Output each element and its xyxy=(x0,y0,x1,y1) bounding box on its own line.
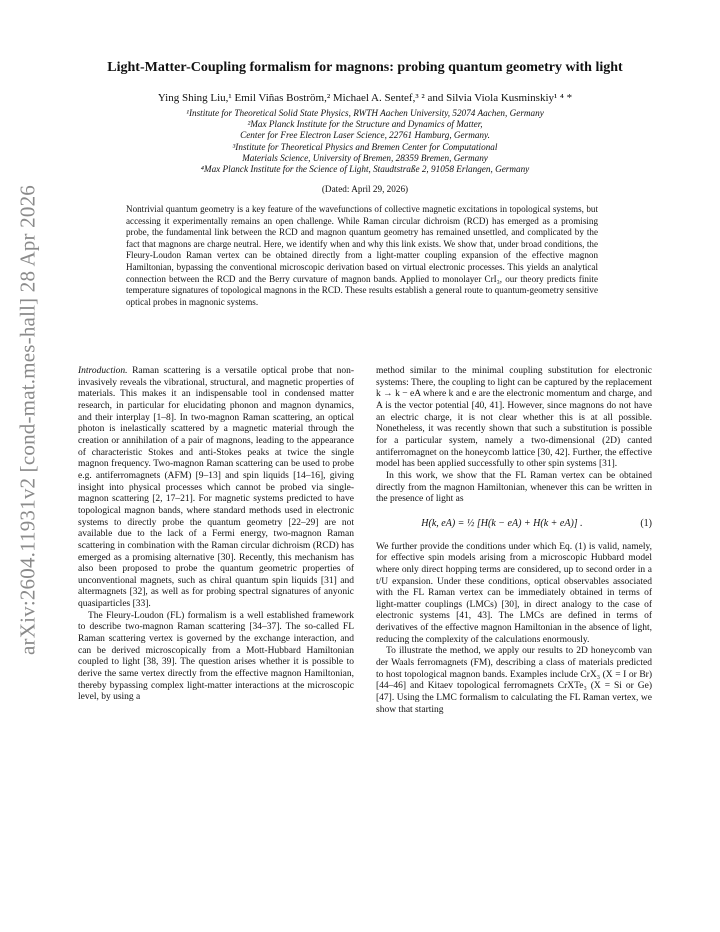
arxiv-stamp xyxy=(8,170,48,670)
intro-lead: Introduction. xyxy=(78,366,128,376)
equation-1 xyxy=(376,518,652,530)
paper-title: Light-Matter-Coupling formalism for magnons: probing quantum geometry with light xyxy=(107,60,623,75)
affiliation-line: ⁴Max Planck Institute for the Science of Light, Staudtstraße 2, 91058 Erlangen, Germany xyxy=(200,164,530,175)
affiliation-line: ²Max Planck Institute for the Structure and Dynamics of Matter, xyxy=(247,119,483,130)
affiliation-line: Center for Free Electron Laser Science, 22761 Hamburg, Germany. xyxy=(240,130,490,141)
conditions-paragraph: We further provide the conditions under which Eq. (1) is valid, namely, for effective spin models arising from a microscopic Hubbard model where only direct hopping terms are considered, up to second order in a t/U expansion. Under these conditions, optical observables associated with the FL Raman vertex can be immediately obtained in terms of light-matter couplings (LMCs) [30], in direct analogy to the case of electronic systems [41, 43]. The LMCs are defined in terms of derivatives of the effective magnon Hamiltonian in the absence of light, reducing the complexity of the calculations enormously. xyxy=(376,541,652,645)
right-column xyxy=(376,366,652,716)
intro-paragraph xyxy=(78,366,354,611)
equation-body: H(k, eA) = ½ [H(k − eA) + H(k + eA)] . xyxy=(421,517,583,529)
abstract: Nontrivial quantum geometry is a key feature of the wavefunctions of collective magnetic excitations in topological systems, but accessing it experimentally remains an open challenge. While Raman circular dichroism (RCD) has emerged as a promising probe, the fundamental link between the RCD and magnon quantum geometry has remained unsettled, and complicated by the fact that magnons are charge neutral. Here, we identify when and why this link exists. We show that, under broad conditions, the Fleury-Loudon Raman vertex can be obtained directly from a light-matter coupling expansion of the effective magnon Hamiltonian, bypassing the conventional microscopic derivation based on virtual electronic processes. This yields an analytical connection between the RCD and the Berry curvature of magnon bands. Applied to monolayer CrI₃, our theory predicts finite temperature signatures of topological magnons in the RCD. These results establish a general route to quantum-geometry sensitive optical probes in magnonic systems. xyxy=(126,204,598,307)
author-list: Ying Shing Liu,¹ Emil Viñas Boström,² Michael A. Sentef,³ ² and Silvia Viola Kusminskiy¹ ⁴ * xyxy=(157,92,573,104)
minimal-coupling-paragraph: method similar to the minimal coupling substitution for electronic systems: There, the coupling to light can be captured by the replacement k → k − eA where k and e are the electronic momentum and charge, and A is the vector potential [40, 41]. However, since magnons do not have an electric charge, it is not clear whether this is at all possible. Nonetheless, it was recently shown that such a substitution is possible for a particular system, namely a two-dimensional (2D) canted antiferromagnet on the honeycomb lattice [30, 42]. Further, the effective model has been applied successfully to other spin systems [31]. xyxy=(376,366,652,470)
equation-number[interactable]: (1) xyxy=(640,517,652,529)
affiliations xyxy=(60,108,670,175)
this-work-paragraph: In this work, we show that the FL Raman vertex can be obtained directly from the magnon Hamiltonian, whenever this can be written in the presence of light as xyxy=(376,470,652,505)
affiliation-line: ¹Institute for Theoretical Solid State Physics, RWTH Aachen University, 52074 Aachen, Germany xyxy=(186,108,544,118)
illustration-paragraph: To illustrate the method, we apply our results to 2D honeycomb van der Waals ferromagnets (FM), describing a class of materials predicted to host topological magnon bands. Examples include CrX₃ (X = I or Br) [44–46] and Kitaev topological ferromagnets CrXTe₃ (X = Si or Ge) [47]. Using the LMC formalism to calculating the FL Raman vertex, we show that starting xyxy=(376,646,652,715)
fl-paragraph: The Fleury-Loudon (FL) formalism is a well established framework to describe two-magnon Raman scattering [34–37]. The so-called FL Raman scattering vertex is governed by the exchange interaction, and can be derived microscopically from a Mott-Hubbard Hamiltonian coupled to light [38, 39]. The question arises whether it is possible to derive the same vertex directly from the effective magnon Hamiltonian, thereby bypassing complex light-matter interactions at the microscopic level, by using a xyxy=(78,610,354,703)
dated-line: (Dated: April 29, 2026) xyxy=(321,184,409,194)
left-column xyxy=(78,366,354,704)
affiliation-line: Materials Science, University of Bremen, 28359 Bremen, Germany xyxy=(242,152,488,163)
intro-text: Raman scattering is a versatile optical probe that non-invasively reveals the vibrational, structural, and magnetic properties of materials. This makes it an indispensable tool in condensed matter research, in particular for elucidating phonon and magnon dynamics, and their interplay [1–8]. In two-magnon Raman scattering, an optical photon is inelastically scattered by a magnetic material through the creation or annihilation of a pair of magnons, leading to the appearance of characteristic Stokes and anti-Stokes peaks at twice the single magnon frequency. Two-magnon Raman scattering can be used to probe e.g. antiferromagnets (AFM) [9–13] and spin liquids [14–16], giving insight into physical processes which cannot be probed via single-magnon scattering [2, 17–21]. For magnetic systems predicted to have topological magnon bands, where standard methods used in electronic systems to directly probe the quantum geometry [22–29] are not available due to the lack of a Fermi energy, two-magnon Raman scattering in combination with the Raman circular dichroism (RCD) has emerged as a promising alternative [30]. Recently, this mechanism has also been proposed to probe the quantum geometric properties of unconventional magnets, such as chiral quantum spin liquids [31] and altermagnets [32], as well as for probing spectral signatures of anyonic quasiparticles [33]. xyxy=(78,366,354,610)
affiliation-line: ³Institute for Theoretical Physics and Bremen Center for Computational xyxy=(232,141,498,152)
arxiv-stamp-text[interactable]: arXiv:2604.11931v2 [cond-mat.mes-hall] 28 Apr 2026 xyxy=(15,185,40,655)
